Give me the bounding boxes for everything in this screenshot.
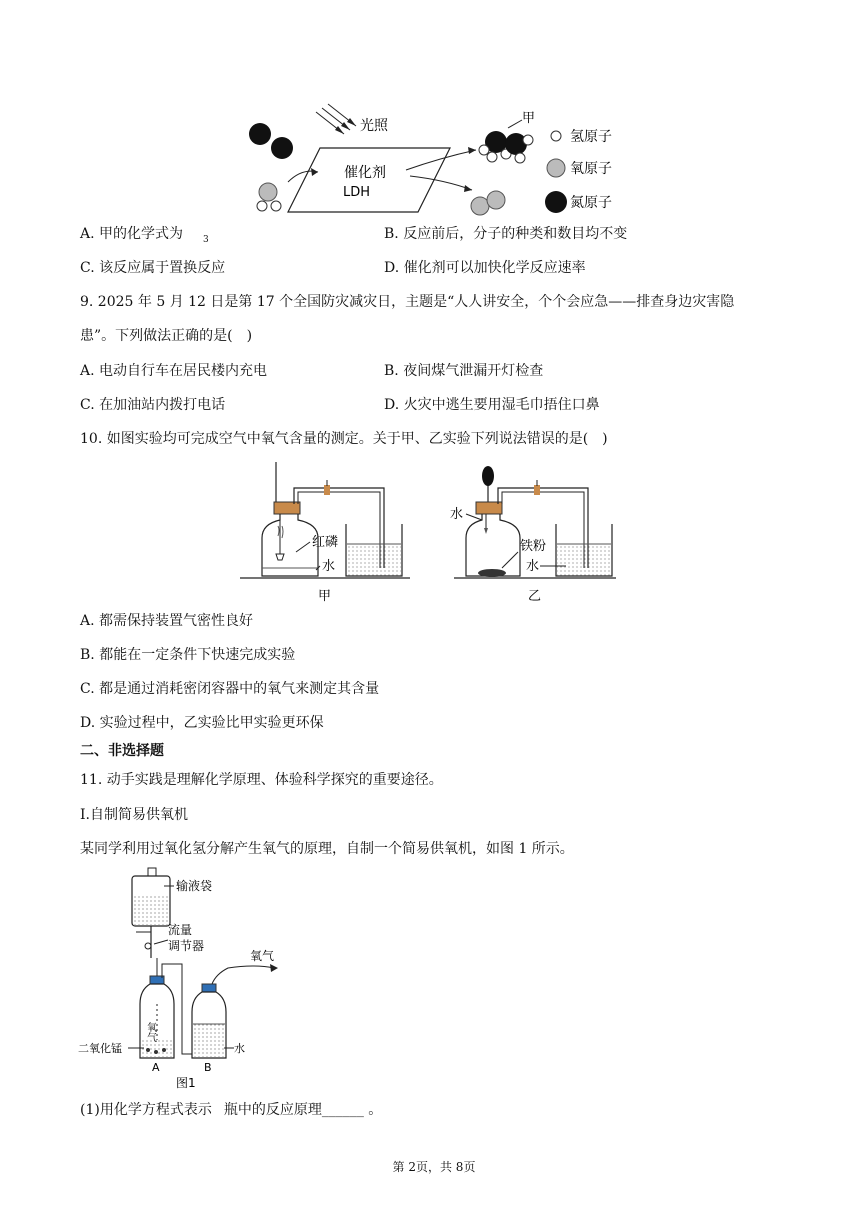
product-grey-atom: [487, 191, 505, 209]
yi-iron-powder: [478, 569, 506, 577]
q11-description: 某同学利用过氧化氢分解产生氧气的原理，自制一个简易供氧机，如图 1 所示。: [80, 841, 574, 857]
product-label: 甲: [522, 111, 536, 126]
q10-option-b: B. 都能在一定条件下快速完成实验: [80, 647, 296, 663]
water-label: 水: [234, 1042, 245, 1055]
section-title: 二、非选择题: [80, 743, 164, 759]
product-white-atom: [479, 145, 489, 155]
q10-stem: 10. 如图实验均可完成空气中氧气含量的测定。关于甲、乙实验下列说法错误的是( ): [80, 431, 608, 447]
jia-water-label: 水: [322, 559, 336, 574]
q9-stem-line1: 9. 2025 年 5 月 12 日是第 17 个全国防灾减灾日，主题是“人人讲安全，个个会应急——排查身边灾害隐: [80, 294, 735, 310]
q8-reaction-figure: [240, 100, 660, 222]
flow-regulator-label-2: 调节器: [168, 939, 205, 953]
yi-bottle: [466, 514, 520, 576]
bubble-label: 氧气: [144, 1022, 156, 1042]
q9-stem-line2: 患”。下列做法正确的是( ): [80, 328, 253, 344]
q8-option-a-text: A. 甲的化学式为: [80, 226, 184, 242]
figure-1-caption: 图1: [176, 1076, 196, 1090]
yi-iron-powder-label: 铁粉: [520, 539, 547, 554]
reactant-black-atom: [249, 123, 271, 145]
reactant-grey-atom: [259, 183, 277, 201]
legend-hydrogen-swatch: [551, 131, 561, 141]
q11-part1-prefix: (1)用化学方程式表示: [80, 1102, 212, 1118]
product-black-atom: [505, 133, 527, 155]
q11-oxygen-generator-figure: [78, 864, 298, 1092]
q11-part1: [80, 1100, 382, 1120]
q11-part1-suffix: 瓶中的反应原理______ 。: [223, 1102, 383, 1118]
oxygen-out-label: 氧气: [250, 949, 275, 963]
q9-option-c: C. 在加油站内拨打电话: [80, 397, 226, 413]
light-label: 光照: [360, 118, 388, 134]
q9-option-b: B. 夜间煤气泄漏开灯检查: [384, 363, 544, 379]
q9-option-a: A. 电动自行车在居民楼内充电: [80, 363, 268, 379]
jia-bottle: [262, 514, 318, 576]
yi-beaker-water-label: 水: [526, 559, 540, 574]
reactant-white-atom: [271, 201, 281, 211]
legend-hydrogen-label: 氢原子: [570, 129, 612, 145]
bottle-a-label: A: [152, 1061, 160, 1074]
product-white-atom: [523, 135, 533, 145]
product-grey-atom: [471, 197, 489, 215]
q8-option-a-subscript: 3: [203, 234, 209, 245]
q11-subtitle: I.自制简易供氧机: [80, 807, 188, 823]
legend-oxygen-swatch: [547, 159, 565, 177]
reactant-white-atom: [257, 201, 267, 211]
iv-bag-label: 输液袋: [176, 879, 213, 893]
legend-oxygen-label: 氧原子: [570, 161, 612, 177]
q10-option-d: D. 实验过程中，乙实验比甲实验更环保: [80, 715, 324, 731]
product-white-atom: [515, 153, 525, 163]
q11-stem: 11. 动手实践是理解化学原理、体验科学探究的重要途径。: [80, 772, 443, 788]
jia-red-phosphorus-label: 红磷: [312, 535, 339, 550]
jia-caption: 甲: [318, 589, 332, 604]
q8-option-c: C. 该反应属于置换反应: [80, 260, 226, 276]
catalyst-label: 催化剂: [344, 165, 386, 181]
yi-dropper-bulb: [482, 466, 494, 486]
mno2-label: 二氧化锰: [78, 1042, 122, 1055]
q9-option-d: D. 火灾中逃生要用湿毛巾捂住口鼻: [384, 397, 600, 413]
q10-option-c: C. 都是通过消耗密闭容器中的氧气来测定其含量: [80, 681, 380, 697]
legend-nitrogen-swatch: [545, 191, 567, 213]
product-white-atom: [487, 152, 497, 162]
bottle-b-label: B: [204, 1061, 212, 1074]
q8-option-b: B. 反应前后，分子的种类和数目均不变: [384, 226, 628, 242]
page-footer: 第 2页，共 8页: [392, 1160, 476, 1174]
reactant-black-atom: [271, 137, 293, 159]
q8-option-a: [80, 224, 209, 250]
q10-apparatus-figure: [236, 458, 620, 606]
flow-regulator: [145, 943, 151, 949]
q10-option-a: A. 都需保持装置气密性良好: [80, 613, 254, 629]
yi-caption: 乙: [528, 589, 542, 604]
jia-stopper: [274, 502, 300, 514]
legend-nitrogen-label: 氮原子: [570, 195, 612, 211]
yi-water-label: 水: [450, 507, 464, 522]
flow-regulator-label-1: 流量: [168, 923, 193, 937]
catalyst-sublabel: LDH: [343, 185, 371, 200]
q8-option-d: D. 催化剂可以加快化学反应速率: [384, 260, 586, 276]
